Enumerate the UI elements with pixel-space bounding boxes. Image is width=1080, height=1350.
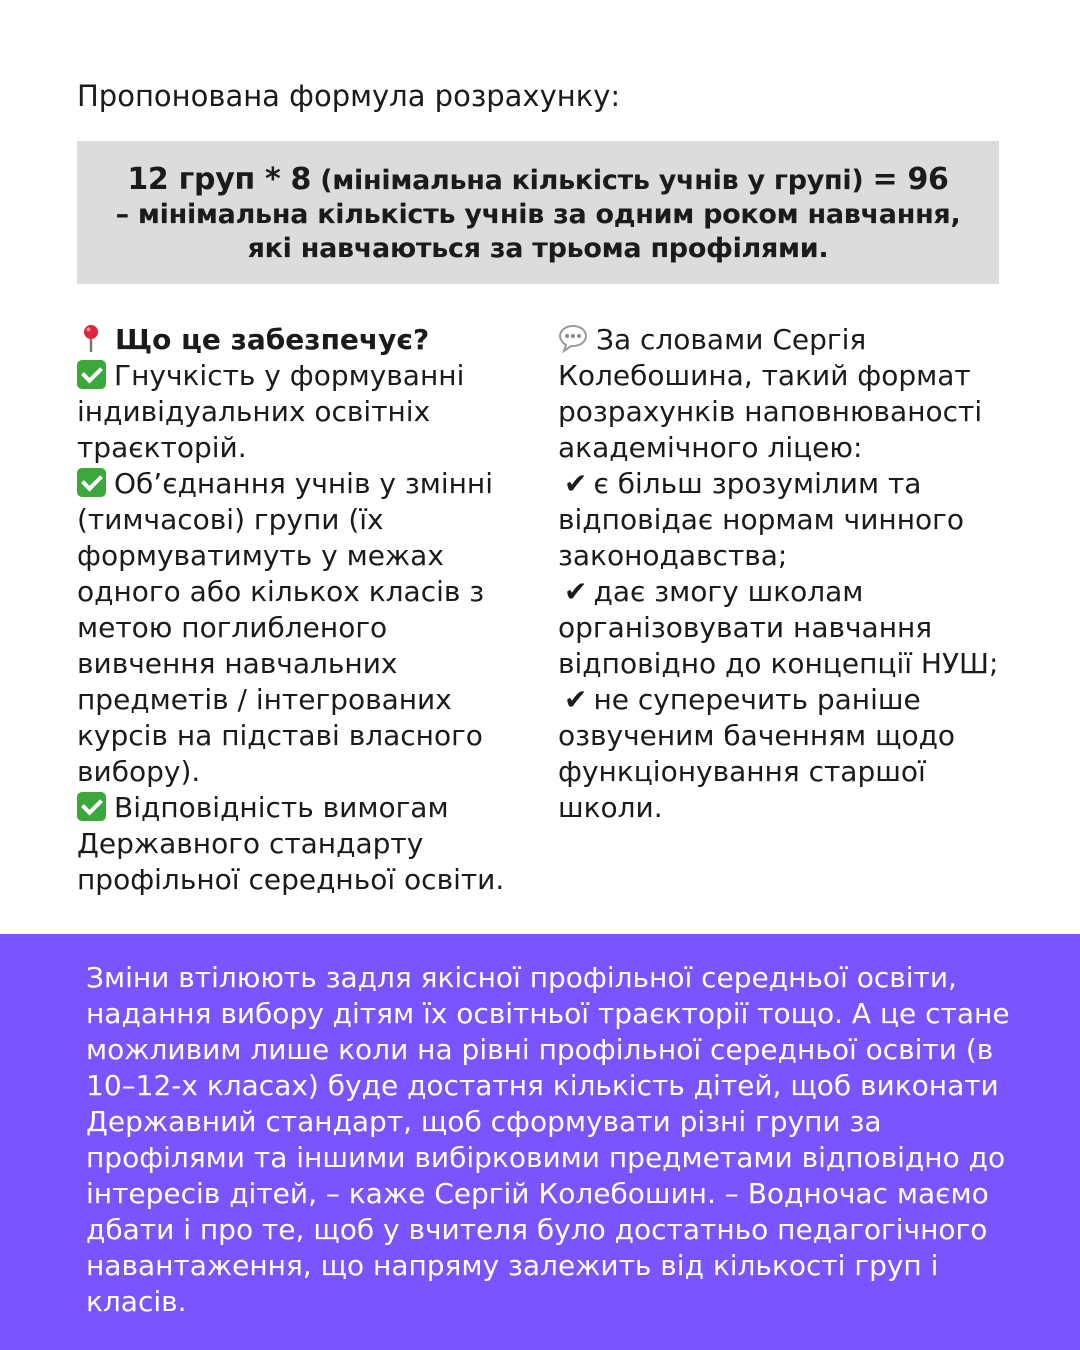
benefits-heading-row <box>77 322 527 358</box>
green-check-icon <box>77 792 106 821</box>
formula-groups: 12 груп * 8 <box>127 162 312 197</box>
check-mark-icon: ✔ <box>564 467 588 500</box>
benefit-text: Об’єднання учнів у змінні (тимчасові) групи (їх формуватимуть у межах одного або кількох класів з метою поглибленого вивчення навчальних предметів / інтегрованих курсів на підставі власного вибору). <box>77 467 494 788</box>
formula-line-3: які навчаються за трьома профілями. <box>247 233 829 264</box>
pin-icon <box>77 323 107 353</box>
benefits-heading: Що це забезпечує? <box>115 323 430 356</box>
opinion-intro: За словами Сергія Колебошина, такий формат розрахунків наповнюваності академічного ліцею: <box>558 323 983 464</box>
opinion-item <box>558 466 1008 574</box>
check-mark-icon: ✔ <box>564 575 588 608</box>
benefit-item <box>77 790 527 898</box>
opinion-text: не суперечить раніше озвученим баченням щодо функціонування старшої школи. <box>558 683 956 824</box>
quote-block <box>0 934 1080 1350</box>
intro-text: Пропонована формула розрахунку: <box>77 79 621 113</box>
formula-box <box>77 141 999 284</box>
speech-bubble-icon <box>558 323 588 353</box>
opinion-text: є більш зрозумілим та відповідає нормам чинного законодавства; <box>558 467 964 572</box>
opinion-item <box>558 682 1008 826</box>
opinion-intro-row <box>558 322 1008 466</box>
quote-text: Зміни втілюють задля якісної профільної середньої освіти, надання вибору дітям їх освітньої траєкторії тощо. А це стане можливим лише коли на рівні профільної середньої освіти (в 10–12-х класах) буде достатня кількість дітей, щоб виконати Державний стандарт, щоб сформувати різні групи за профілями та іншими вибірковими предметами відповідно до інтересів дітей, – каже Сергій Колебошин. – Водночас маємо дбати і про те, щоб у вчителя було достатньо педагогічного навантаження, що напряму залежить від кількості груп і класів. <box>86 961 1010 1318</box>
opinion-item <box>558 574 1008 682</box>
green-check-icon <box>77 360 106 389</box>
check-mark-icon: ✔ <box>564 683 588 716</box>
benefit-text: Гнучкість у формуванні індивідуальних освітніх траєкторій. <box>77 359 465 464</box>
benefit-item <box>77 358 527 466</box>
benefits-column <box>77 322 527 898</box>
benefit-text: Відповідність вимогам Державного стандарту профільної середньої освіти. <box>77 791 505 896</box>
formula-line-2: – мінімальна кількість учнів за одним роком навчання, <box>115 199 961 230</box>
formula-note: (мінімальна кількість учнів у групі) <box>311 165 873 196</box>
formula-result: = 96 <box>872 162 949 197</box>
green-check-icon <box>77 468 106 497</box>
formula-line-1 <box>97 163 979 198</box>
opinion-column <box>558 322 1008 826</box>
benefit-item <box>77 466 527 790</box>
opinion-text: дає змогу школам організовувати навчання відповідно до концепції НУШ; <box>558 575 999 680</box>
